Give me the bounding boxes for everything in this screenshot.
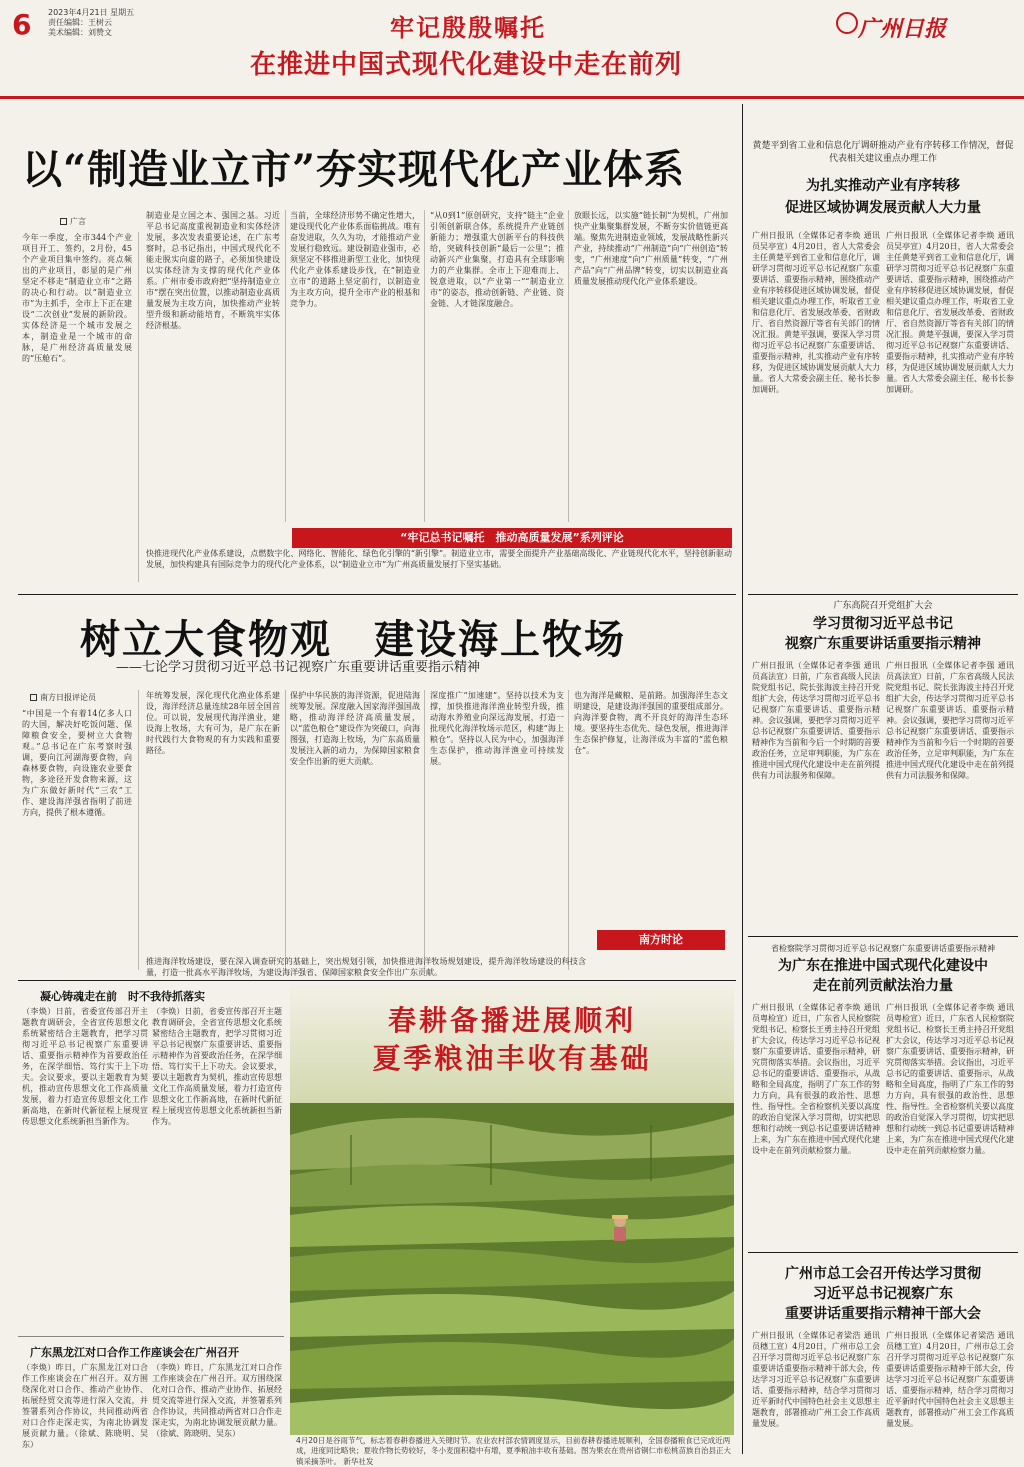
article2-column: 也为海洋是藏粮、是前路。加强海洋生态文明建设，是建设海洋强国的重要组成部分。向海洋要食物，离不开良好的海洋生态环境。要坚持生态优先、绿色发展，推进海洋生态保护修复，让海洋成为丰富的“蓝色粮仓”。	[574, 691, 728, 755]
right-block3-body: 广州日报讯（全媒体记者李焕 通讯员粤检宣）近日，广东省人民检察院党组书记、检察长王勇主持召开党组扩大会议，传达学习习近平总书记视察广东重要讲话、重要指示精神，研究贯彻落实举措。会议指出，习近平总书记的重要讲话、重要指示，从战略和全局高度，指明了广东工作的努力方向，具有很强的政治性、思想性、指导性。全省检察机关要以高度的政治自觉深入学习贯彻，切实把思想和行动统一到总书记重要讲话精神上来，为广东在推进中国式现代化建设中走在前列贡献检察力量。	[752, 1003, 880, 1155]
header-rule	[0, 96, 1024, 99]
right-block1-headline2: 促进区域协调发展贡献人大力量	[785, 200, 981, 216]
bottom-left-headline2: 广东黑龙江对口合作工作座谈会在广州召开	[30, 1346, 239, 1359]
section-headline: 在推进中国式现代化建设中走在前列	[250, 50, 683, 80]
right-block3-headline2: 走在前列贡献法治力量	[813, 978, 953, 994]
right-block1-body: 广州日报讯（全媒体记者李焕 通讯员吴亭宣）4月20日，省人大常委会主任黄楚平到省工业和信息化厅，调研学习贯彻习近平总书记视察广东重要讲话、重要指示精神，围绕推动产业有序转移促进区域协调发展，督促相关建议重点办理工作，听取省工业和信息化厅、省发展改革委、省财政厅、省自然资源厅等省有关部门的情况汇报。黄楚平强调，要深入学习贯彻习近平总书记视察广东重要讲话、重要指示精神，扎实推动产业有序转移，为促进区域协调发展贡献人大力量。省人大常委会副主任、秘书长参加调研。	[752, 231, 880, 394]
article2-byline-text: 南方日报评论员	[40, 693, 96, 702]
section-divider	[748, 1252, 1018, 1253]
art-editor: 美术编辑：刘赞文	[48, 28, 112, 37]
right-block2-kicker: 广东高院召开党组扩大会	[833, 601, 933, 611]
article2-byline	[30, 692, 96, 703]
tea-field-photo	[290, 985, 734, 1435]
section-divider	[18, 980, 736, 981]
section-divider	[748, 594, 1018, 595]
section-kicker: 牢记殷殷嘱托	[390, 13, 546, 42]
photo-caption	[296, 1436, 732, 1467]
article1-title: 以“制造业立市”夯实现代化产业体系	[22, 146, 686, 193]
commentary-banner: 南方时论	[597, 930, 725, 950]
photo-caption-text: 4月20日是谷雨节气，标志着春耕春播进入关键时节。农业农村部农情调度显示，目前春耕春播进展顺利，全国春播粮食已完成近两成，进度同比略快；夏收作物长势较好，冬小麦面积稳中有增，夏季粮油丰收有基础。图为果农在贵州省铜仁市松桃苗族自治县正大镇采摘茶叶。	[296, 1436, 731, 1466]
column-divider	[138, 232, 139, 582]
column-divider	[138, 690, 139, 970]
right-block3-body-cont: 广州日报讯（全媒体记者李焕 通讯员粤检宣）近日，广东省人民检察院党组书记、检察长王勇主持召开党组扩大会议，传达学习习近平总书记视察广东重要讲话、重要指示精神，研究贯彻落实举措。会议指出，习近平总书记的重要讲话、重要指示，从战略和全局高度，指明了广东工作的努力方向，具有很强的政治性、思想性、指导性。全省检察机关要以高度的政治自觉深入学习贯彻，切实把思想和行动统一到总书记重要讲话精神上来，为广东在推进中国式现代化建设中走在前列贡献检察力量。	[886, 1003, 1014, 1155]
right-block4-headline1: 广州市总工会召开传达学习贯彻	[785, 1266, 981, 1282]
article2-column: 保护中华民族的海洋资源，促进陆海统筹发展。深度融入国家海洋强国战略，推动海洋经济高质量发展，以“蓝色粮仓”建设作为突破口，向海图强，打造海上牧场，为广东高质量发展注入新的动力，为保障国家粮食安全作出新的更大贡献。	[290, 691, 420, 766]
article1-column: 制造业是立国之本、强国之基。习近平总书记高度重视制造业和实体经济发展，多次发表重要论述，在广东考察时，总书记指出，中国式现代化不能走脱实向虚的路子，必须加快建设以实体经济为支撑的现代化产业体系。广州市委市政府把“坚持制造业立市”摆在突出位置，以推动制造业高质量发展为主攻方向，加快推动产业转型升级和新动能培育，不断筑牢实体经济根基。	[146, 211, 280, 330]
newspaper-logo: 广州日报	[858, 16, 947, 42]
right-block2-headline1: 学习贯彻习近平总书记	[813, 616, 953, 632]
responsible-editor: 责任编辑：王树云	[48, 18, 112, 27]
article1-column: “从0到1”原创研究，支持“链主”企业引领创新联合体，系统提升产业链创新能力；增强重大创新平台的科技供给，突破科技创新“最后一公里”；推动新兴产业集聚，打造具有全球影响力的产业集群。全市上下迎难而上、锐意进取，以“产业第一”“制造业立市”的姿态，推动创新链、产业链、资金链、人才链深度融合。	[430, 211, 564, 308]
article2-column: 推进海洋牧场建设，要在深入调查研究的基础上，突出规划引领，加快推进海洋牧场规划建设，提升海洋牧场建设的科技含量，打造一批高水平海洋牧场，为建设海洋强省、保障国家粮食安全作出广东贡献。	[146, 957, 586, 977]
section-divider	[18, 1336, 284, 1337]
right-block2-body: 广州日报讯（全媒体记者李强 通讯员高法宣）日前，广东省高级人民法院党组书记、院长张海波主持召开党组扩大会，传达学习贯彻习近平总书记视察广东重要讲话、重要指示精神。会议强调，要把学习贯彻习近平总书记视察广东重要讲话、重要指示精神作为当前和今后一个时期的首要政治任务，立足审判职能，为广东在推进中国式现代化建设中走在前列提供有力司法服务和保障。	[752, 661, 880, 780]
bottom-left-body2: （李焕）昨日，广东黑龙江对口合作工作座谈会在广州召开。双方围绕深化对口合作、推动产业协作、拓展经贸交流等进行深入交流，并签署系列合作协议，共同推动两省对口合作走深走实，为南北协调发展贡献力量。（徐斌、陈晓明、吴东）	[22, 1363, 148, 1449]
masthead-meta	[48, 8, 134, 38]
photo-credit: 新华社发	[343, 1457, 374, 1466]
bottom-left-body2-cont: （李焕）昨日，广东黑龙江对口合作工作座谈会在广州召开。双方围绕深化对口合作、推动产业协作、拓展经贸交流等进行深入交流，并签署系列合作协议，共同推动两省对口合作走深走实，为南北协调发展贡献力量。（徐斌、陈晓明、吴东）	[152, 1363, 282, 1438]
article2-column: “中国是一个有着14亿多人口的大国，解决好吃饭问题、保障粮食安全，要树立大食物观。”总书记在广东考察时强调，要向江河湖海要食物，向森林要食物，向设施农业要食物，多途径开发食物来源，这为广东做好新时代“三农”工作、建设海洋强省指明了前进方向，提供了根本遵循。	[22, 709, 132, 817]
right-block1-body-cont: 广州日报讯（全媒体记者李焕 通讯员吴亭宣）4月20日，省人大常委会主任黄楚平到省工业和信息化厅，调研学习贯彻习近平总书记视察广东重要讲话、重要指示精神，围绕推动产业有序转移促进区域协调发展，督促相关建议重点办理工作，听取省工业和信息化厅、省发展改革委、省财政厅、省自然资源厅等省有关部门的情况汇报。黄楚平强调，要深入学习贯彻习近平总书记视察广东重要讲话、重要指示精神，扎实推动产业有序转移，为促进区域协调发展贡献人大力量。省人大常委会副主任、秘书长参加调研。	[886, 231, 1014, 394]
article1-column: 快推进现代化产业体系建设，点燃数字化、网络化、智能化、绿色化引擎的“新引擎”。制造业立市，需要全面提升产业基础高级化、产业链现代化水平，坚持创新驱动发展，加快构建具有国际竞争力的现代化产业体系，以“制造业立市”为广州高质量发展打下坚实基础。	[146, 549, 732, 569]
photo-headline2: 夏季粮油丰收有基础	[372, 1042, 652, 1075]
right-block1-headline1: 为扎实推动产业有序转移	[806, 178, 960, 194]
article1-byline-text: 广言	[70, 217, 86, 226]
issue-date: 2023年4月21日 星期五	[48, 8, 135, 17]
right-block2-body-cont: 广州日报讯（全媒体记者李强 通讯员高法宣）日前，广东省高级人民法院党组书记、院长张海波主持召开党组扩大会，传达学习贯彻习近平总书记视察广东重要讲话、重要指示精神。会议强调，要把学习贯彻习近平总书记视察广东重要讲话、重要指示精神作为当前和今后一个时期的首要政治任务，立足审判职能，为广东在推进中国式现代化建设中走在前列提供有力司法服务和保障。	[886, 661, 1014, 780]
article1-column: 放眼长远，以实施“链长制”为契机，广州加快产业集聚集群发展，不断夯实价值链更高端。聚焦先进制造业领域，发展战略性新兴产业，持续推动“广州制造”向“广州创造”转变，“广州速度”向“广州质量”转变，“广州产品”向“广州品牌”转变，切实以制造业高质量发展推动现代化产业体系建设。	[574, 211, 728, 286]
newspaper-logo-icon	[836, 12, 858, 34]
column-divider	[424, 690, 425, 970]
section-divider	[748, 936, 1018, 937]
right-block4-body-cont: 广州日报讯（全媒体记者梁浩 通讯员穗工宣）4月20日，广州市总工会召开学习贯彻习近平总书记视察广东重要讲话重要指示精神干部大会，传达学习习近平总书记视察广东重要讲话、重要指示精神，结合学习贯彻习近平新时代中国特色社会主义思想主题教育，部署推动广州工会工作高质量发展。	[886, 1331, 1014, 1428]
column-divider	[424, 210, 425, 522]
column-divider	[285, 210, 286, 522]
bottom-left-headline1: 凝心铸魂走在前 时不我待抓落实	[40, 990, 205, 1003]
article2-column: 深度推广“加速建”。坚持以技术为支撑，加快推进海洋渔业转型升级，推动海水养殖业向深远海发展，打造一批现代化海洋牧场示范区，构建“海上粮仓”。坚持以人民为中心，加强海洋生态保护，推动海洋渔业可持续发展。	[430, 691, 564, 766]
article2-column: 年统筹发展，深化现代化渔业体系建设，海洋经济总量连续28年居全国首位。可以说，发展现代海洋渔业，建设海上牧场，大有可为，是广东在新时代践行大食物观的有力实践和重要路径。	[146, 691, 280, 755]
byline-square-icon	[60, 218, 67, 225]
byline-square-icon	[30, 694, 37, 701]
column-divider	[285, 690, 286, 970]
article1-column: 当前，全球经济形势不确定性增大，建设现代化产业体系面临挑战。唯有奋发进取，久久为功，才能推动产业发展行稳致远。建设制造业强市，必须坚定不移推进新型工业化，加快现代化产业体系建设步伐，在“制造业立市”的道路上坚定前行，以制造业为主攻方向，提升全市产业的根基和竞争力。	[290, 211, 420, 308]
article1-byline	[60, 216, 86, 227]
right-column-rule	[742, 104, 743, 1454]
photo-headline1: 春耕备播进展顺利	[387, 1004, 636, 1037]
column-divider	[568, 210, 569, 522]
right-block2-headline2: 视察广东重要讲话重要指示精神	[785, 636, 981, 652]
column-divider	[568, 690, 569, 970]
right-block3-headline1: 为广东在推进中国式现代化建设中	[778, 958, 988, 974]
section-divider	[18, 594, 736, 595]
right-block3-kicker: 省检察院学习贯彻习近平总书记视察广东重要讲话重要指示精神	[771, 944, 995, 953]
article2-title: 树立大食物观 建设海上牧场	[80, 616, 626, 663]
page-number: 6	[12, 8, 32, 41]
series-banner: “牢记总书记嘱托 推动高质量发展”系列评论	[292, 528, 732, 548]
bottom-left-body1: （李焕）日前，省委宣传部召开主题教育调研会，全省宣传思想文化系统紧密结合主题教育，把学习贯彻习近平总书记视察广东重要讲话、重要指示精神作为首要政治任务，在深学细悟、笃行实干上下功夫。会议要求，要以主题教育为契机，推动宣传思想文化工作高质量发展，着力打造宣传思想文化工作新高地，在新时代新征程上展现宣传思想文化系统新担当新作为。	[22, 1007, 148, 1126]
right-block4-headline2: 习近平总书记视察广东	[813, 1286, 953, 1302]
article1-column: 今年一季度，全市344个产业项目开工、签约，2月份，45个产业项目集中签约。亮点频出的产业项目，彰显的是广州坚定不移走“制造业立市”之路的决心和行动。以“制造业立市”为主抓手，全市上下正在建设“二次创业”发展的新阶段。实体经济是一个城市发展之本，制造业是一个城市的命脉，是广州经济高质量发展的“压舱石”。	[22, 233, 132, 363]
bottom-left-body1-cont: （李焕）日前，省委宣传部召开主题教育调研会，全省宣传思想文化系统紧密结合主题教育，把学习贯彻习近平总书记视察广东重要讲话、重要指示精神作为首要政治任务，在深学细悟、笃行实干上下功夫。会议要求，要以主题教育为契机，推动宣传思想文化工作高质量发展，着力打造宣传思想文化工作新高地，在新时代新征程上展现宣传思想文化系统新担当新作为。	[152, 1007, 282, 1126]
article2-subtitle: ——七论学习贯彻习近平总书记视察广东重要讲话重要指示精神	[116, 660, 481, 675]
right-block1-intro: 黄楚平到省工业和信息化厅调研推动产业有序转移工作情况，督促代表相关建议重点办理工作	[752, 141, 1014, 164]
right-block4-body: 广州日报讯（全媒体记者梁浩 通讯员穗工宣）4月20日，广州市总工会召开学习贯彻习近平总书记视察广东重要讲话重要指示精神干部大会，传达学习习近平总书记视察广东重要讲话、重要指示精神，结合学习贯彻习近平新时代中国特色社会主义思想主题教育，部署推动广州工会工作高质量发展。	[752, 1331, 880, 1428]
right-block4-headline3: 重要讲话重要指示精神干部大会	[785, 1306, 981, 1322]
